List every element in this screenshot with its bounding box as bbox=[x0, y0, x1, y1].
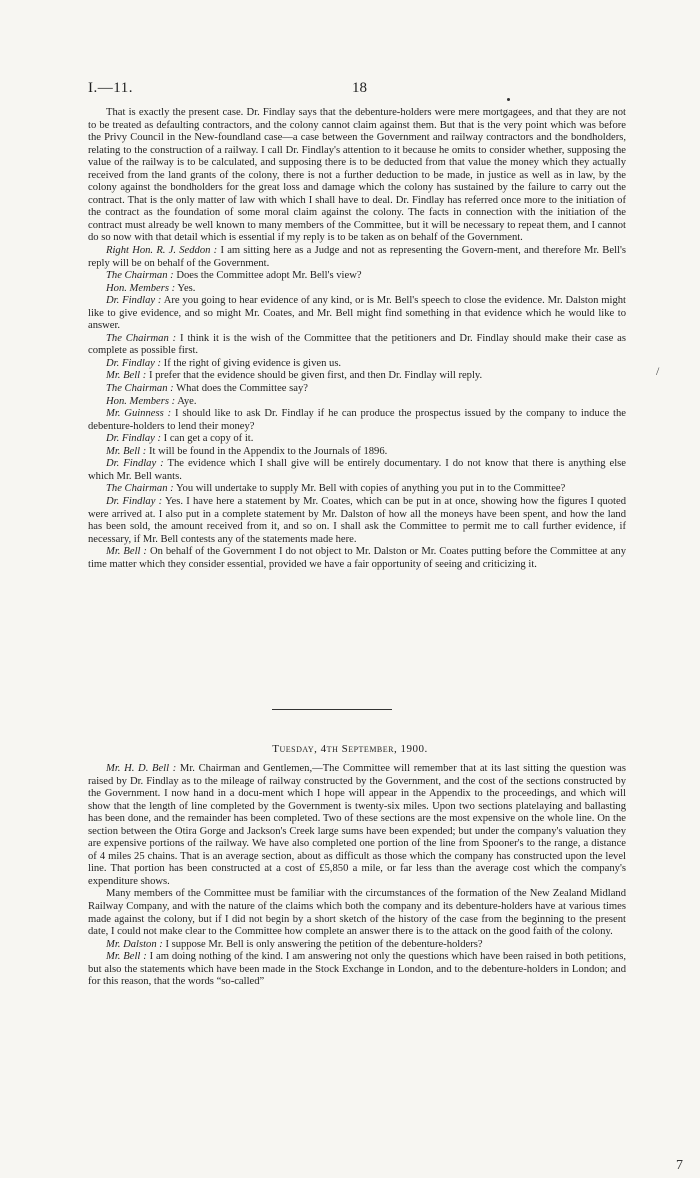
paragraph bbox=[88, 383, 626, 396]
paragraph bbox=[88, 496, 626, 546]
paragraph-text: It will be found in the Appendix to the Journals of 1896. bbox=[146, 445, 388, 457]
paragraph bbox=[88, 270, 626, 283]
speaker-name: Mr. Guinness : bbox=[106, 408, 172, 420]
speaker-name: The Chairman : bbox=[106, 270, 174, 282]
speaker-name: Right Hon. R. J. Seddon : bbox=[106, 245, 218, 257]
speaker-name: The Chairman : bbox=[106, 383, 174, 395]
speaker-name: Mr. Bell : bbox=[106, 445, 147, 457]
paragraph bbox=[88, 107, 626, 245]
ink-dot bbox=[507, 98, 510, 101]
speaker-name: The Chairman : bbox=[106, 483, 174, 495]
paragraph-text: You will undertake to supply Mr. Bell with copies of anything you put in to the Committee? bbox=[173, 483, 566, 495]
paragraph-text: I can get a copy of it. bbox=[161, 433, 254, 445]
paragraph bbox=[88, 370, 626, 383]
paragraph-text: I am sitting here as a Judge and not as representing the Govern-ment, and therefore Mr. Bell's reply will be on behalf of the Government. bbox=[88, 245, 626, 269]
paragraph bbox=[88, 763, 626, 888]
document-reference: I.—11. bbox=[88, 80, 133, 96]
speaker-name: Mr. Bell : bbox=[106, 951, 147, 963]
paragraph-text: Many members of the Committee must be familiar with the circumstances of the formation of the New Zealand Midland Railway Company, and with the nature of the claims which both the company and its debenture-holders have at various times made against the colony, but if I did not begin by a short sketch of the history of the case from the beginning to the present date, I could not make clear to the Committee how complete an answer there is to the attack on the good faith of the colony. bbox=[88, 888, 626, 938]
speaker-name: Mr. Bell : bbox=[106, 370, 147, 382]
speaker-name: Mr. Bell : bbox=[106, 546, 147, 558]
paragraph-text: The evidence which I shall give will be entirely documentary. I do not know that there is anything else which Mr. Bell wants. bbox=[88, 458, 626, 482]
paragraph bbox=[88, 458, 626, 483]
speaker-name: The Chairman : bbox=[106, 332, 177, 344]
speaker-name: Dr. Findlay : bbox=[106, 495, 163, 507]
speaker-name: Dr. Findlay : bbox=[106, 458, 164, 470]
margin-mark: / bbox=[656, 364, 660, 378]
paragraph bbox=[88, 888, 626, 938]
speaker-name: Dr. Findlay : bbox=[106, 433, 162, 445]
proceedings-section-2 bbox=[88, 763, 626, 989]
paragraph-text: If the right of giving evidence is given us. bbox=[161, 357, 342, 369]
paragraph-text: Yes. I have here a statement by Mr. Coates, which can be put in at once, showing how the figures I quoted were arrived at. I also put in a complete statement by Mr. Dalston of how all the moneys have been spent, and how the land has been sold, the amount received from it, and so on. I shall ask the Committee to permit me to call further evidence, if necessary, if Mr. Bell contests any of the statements made here. bbox=[88, 495, 626, 545]
date-heading: Tuesday, 4th September, 1900. bbox=[272, 743, 428, 755]
paragraph bbox=[88, 446, 626, 459]
paragraph-text: I think it is the wish of the Committee that the petitioners and Dr. Findlay should make their case as complete as possible first. bbox=[88, 332, 626, 357]
paragraph-text: Aye. bbox=[175, 395, 197, 407]
speaker-name: Mr. Dalston : bbox=[106, 938, 163, 950]
speaker-name: Dr. Findlay : bbox=[106, 295, 162, 307]
paragraph bbox=[88, 333, 626, 358]
paragraph bbox=[88, 295, 626, 333]
paragraph bbox=[88, 245, 626, 270]
speaker-name: Hon. Members : bbox=[106, 282, 176, 294]
paragraph-text: I should like to ask Dr. Findlay if he can produce the prospectus issued by the company to induce the debenture-holders to lend their money? bbox=[88, 408, 626, 432]
paragraph-text: Mr. Chairman and Gentlemen,—The Committee will remember that at its last sitting the question was raised by Dr. Findlay as to the mileage of railway constructed by the Government, and the cost of the sections constructed by the Government. I now hand in a docu-ment which I hope will appear in the Appendix to the proceedings, and which will show that the length of line completed by the Government is twenty-six miles. Upon two sections platelaying and ballasting has been done, and the remainder has been completed. Two of these sections are the most expensive on the whole line. On the section between the Otira Gorge and Jackson's Creek large sums have been expended; but under the company's valuation they are expensive portions of the railway. We have also completed one portion of the line from Spooner's to the range, a distance of 4 miles 25 chains. That is an average section, about as difficult as those which the company has constructed upon the level line. That portion has been constructed at a cost of £5,850 a mile, or far less than the average cost which the company's expenditure shows. bbox=[88, 763, 626, 887]
paragraph bbox=[88, 483, 626, 496]
paragraph bbox=[88, 433, 626, 446]
paragraph bbox=[88, 951, 626, 989]
paragraph-text: I suppose Mr. Bell is only answering the petition of the debenture-holders? bbox=[162, 938, 483, 950]
paragraph bbox=[88, 358, 626, 371]
page-header bbox=[0, 80, 700, 100]
paragraph bbox=[88, 396, 626, 409]
speaker-name: Hon. Members : bbox=[106, 395, 176, 407]
proceedings-section-1 bbox=[88, 107, 626, 571]
speaker-name: Dr. Findlay : bbox=[106, 357, 162, 369]
paragraph bbox=[88, 283, 626, 296]
paragraph-text: I prefer that the evidence should be given first, and then Dr. Findlay will reply. bbox=[146, 370, 483, 382]
paragraph-text: I am doing nothing of the kind. I am answering not only the questions which have been raised in both petitions, but also the statements which have been made in the Stock Exchange in London, and to the debenture-holders in London; and for this reason, that the words “so-called” bbox=[88, 951, 626, 988]
page-number: 18 bbox=[352, 80, 367, 96]
paragraph bbox=[88, 408, 626, 433]
section-divider bbox=[272, 709, 392, 710]
margin-mark: 7 bbox=[676, 1158, 683, 1173]
paragraph-text: Are you going to hear evidence of any kind, or is Mr. Bell's speech to close the evidence. Mr. Dalston might like to give evidence, and so might Mr. Coates, and Mr. Bell might find something in that evidence which he would like to answer. bbox=[88, 295, 627, 332]
paragraph-text: Does the Committee adopt Mr. Bell's view? bbox=[173, 270, 362, 282]
speaker-name: Mr. H. D. Bell : bbox=[106, 763, 177, 774]
paragraph-text: On behalf of the Government I do not object to Mr. Dalston or Mr. Coates putting before the Committee at any time matter which they consider essential, provided we have a fair opportunity of seeing and criticizing it. bbox=[88, 546, 627, 570]
paragraph-text: That is exactly the present case. Dr. Findlay says that the debenture-holders were mere mortgagees, and that they are not to be treated as defaulting contractors, and the colony cannot claim against them. But that is the very point which was before the Privy Council in the New-foundland case—a case between the Government and railway contractors and the bondholders, relating to the construction of a railway. I call Dr. Findlay's attention to it because he omits to consider whether, supposing the value of the railway is to be calculated, and supposing there is to be deducted from that value the money which they actually received from the land grants of the colony, there is not a further deduction to be made, in justice as well as in law, by the colony against the bondholders for the great loss and damage which the colony has sustained by the failure to carry out the contract. That is the only matter of law with which I shall have to deal. Dr. Findlay has referred once more to the initiation of the contract as the foundation of some moral claim against the colony. The facts in connection with the initiation of the contract must already be well known to many members of the Committee, but it will be necessary to repeat them, and I cannot do so now with that detail which is essential if my reply is to be taken as on behalf of the Government. bbox=[88, 107, 626, 244]
paragraph-text: What does the Committee say? bbox=[173, 383, 308, 395]
paragraph bbox=[88, 939, 626, 952]
paragraph bbox=[88, 546, 626, 571]
paragraph-text: Yes. bbox=[175, 282, 196, 294]
